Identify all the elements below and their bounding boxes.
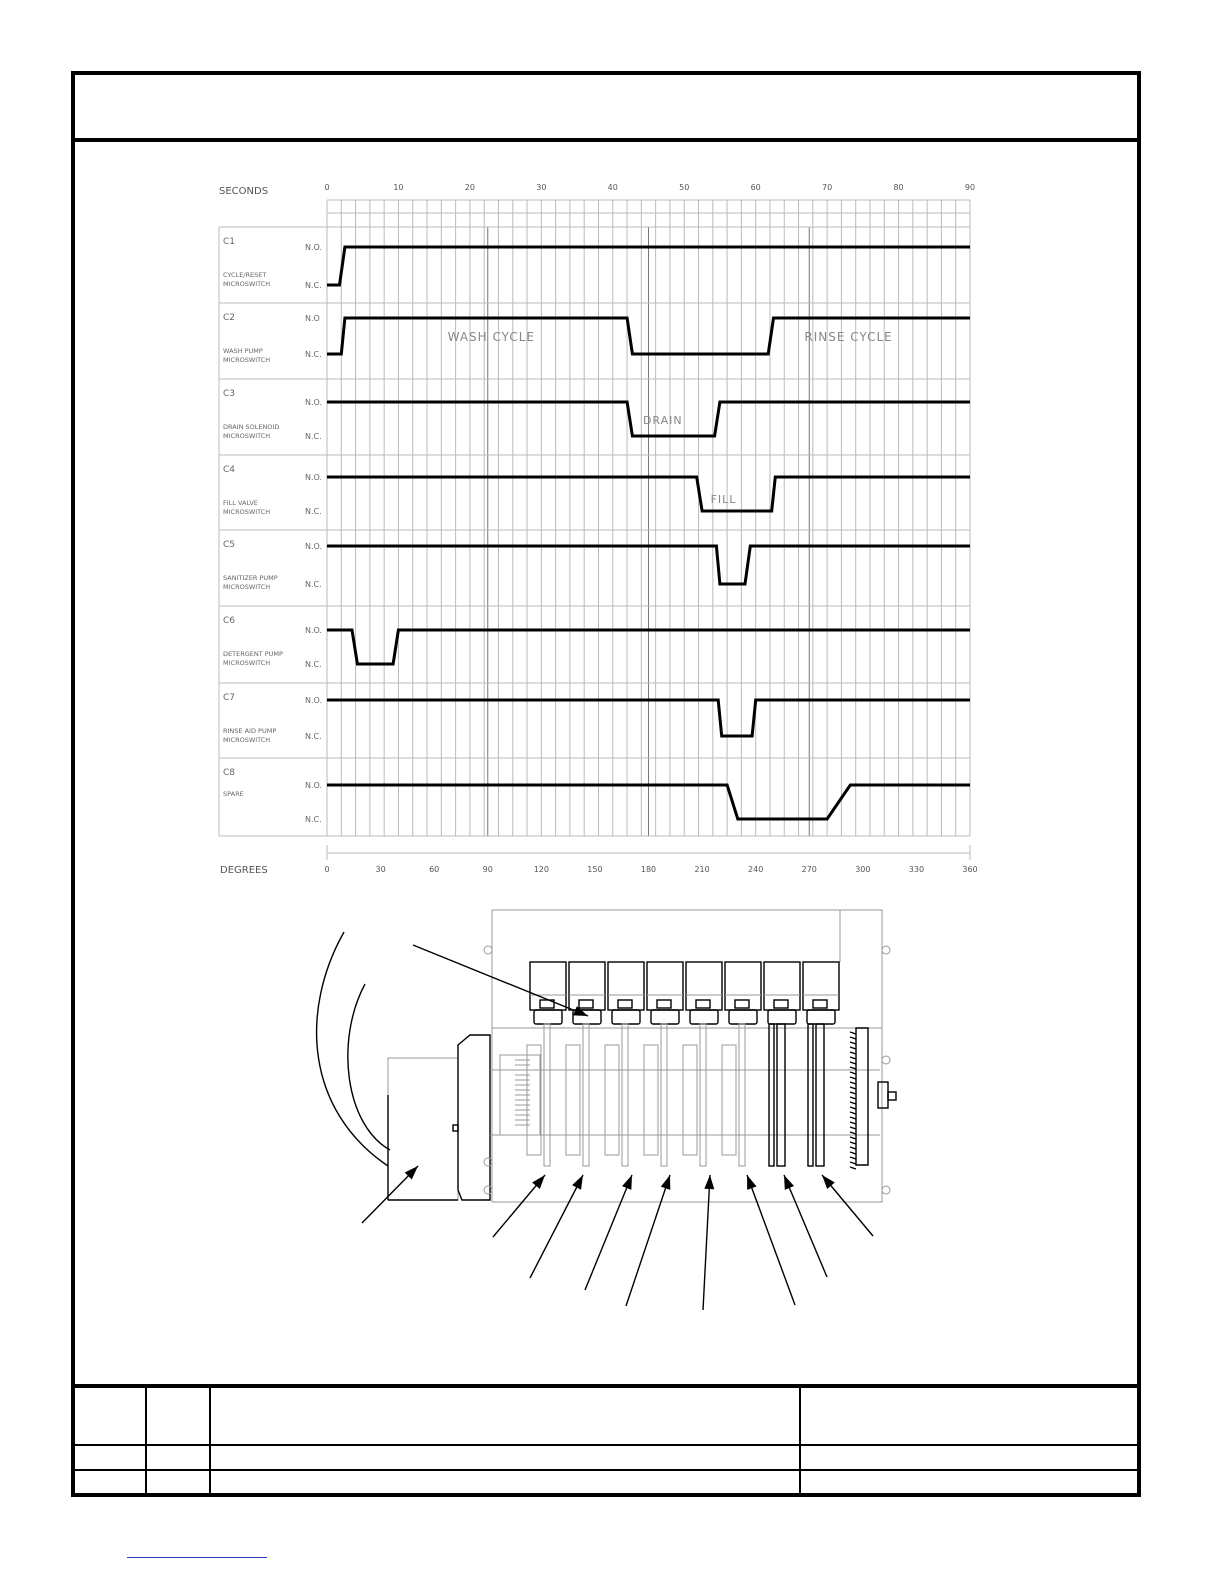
leader-cam-4 <box>626 1175 670 1306</box>
cam-disc <box>661 1024 667 1166</box>
drive-gear-tooth <box>850 1062 856 1064</box>
microswitch-actuator <box>768 1010 796 1024</box>
drive-gear-tooth <box>850 1122 856 1124</box>
row-low-state-label: N.C. <box>305 732 322 741</box>
row-name-line2: MICROSWITCH <box>223 736 271 744</box>
drive-gear-tooth <box>850 1092 856 1094</box>
row-id-label: C2 <box>223 313 236 323</box>
row-name-line1: FILL VALVE <box>223 499 258 507</box>
microswitch-actuator <box>651 1010 679 1024</box>
row-name-line2: MICROSWITCH <box>223 280 271 288</box>
cam-disc <box>700 1024 706 1166</box>
seconds-tick-label: 0 <box>324 183 330 192</box>
degrees-tick-label: 270 <box>801 865 817 874</box>
annotation-wash-cycle: WASH CYCLE <box>447 330 536 344</box>
degrees-tick-label: 120 <box>533 865 549 874</box>
frame-screw <box>882 1186 890 1194</box>
row-low-state-label: N.C. <box>305 281 322 290</box>
microswitch-body <box>647 962 683 1010</box>
row-high-state-label: N.O. <box>305 696 323 705</box>
drive-gear-tooth <box>850 1117 856 1119</box>
cam-disc <box>583 1024 589 1166</box>
degrees-tick-label: 210 <box>694 865 710 874</box>
leader-cam-1-head <box>532 1175 545 1189</box>
motor-tab <box>453 1125 458 1131</box>
seconds-tick-label: 60 <box>750 183 761 192</box>
drive-gear-tooth <box>850 1152 856 1154</box>
frame-screw <box>882 946 890 954</box>
revision-table <box>73 1386 1139 1495</box>
frame-screw <box>484 946 492 954</box>
drive-gear-tooth <box>850 1157 856 1159</box>
row-name-line1: RINSE AID PUMP <box>223 727 277 735</box>
degrees-axis-label: DEGREES <box>220 865 268 876</box>
row-high-state-label: N.O. <box>305 473 323 482</box>
row-high-state-label: N.O. <box>305 626 323 635</box>
row-id-label: C3 <box>223 389 236 399</box>
row-high-state-label: N.O. <box>305 398 323 407</box>
drive-gear-tooth <box>850 1037 856 1039</box>
seconds-tick-label: 80 <box>893 183 904 192</box>
shaft-tip <box>888 1092 896 1100</box>
microswitch-body <box>725 962 761 1010</box>
row-name-line1: SANITIZER PUMP <box>223 574 278 582</box>
degrees-tick-label: 180 <box>640 865 657 874</box>
cam-lobe <box>722 1045 736 1155</box>
row-high-state-label: N.O <box>305 314 320 323</box>
chart-grid <box>219 200 970 860</box>
row-id-label: C1 <box>223 237 236 247</box>
cam-disc-dark <box>777 1024 785 1166</box>
microswitch-body <box>803 962 839 1010</box>
leader-cam-3 <box>585 1175 632 1290</box>
annotation-fill: FILL <box>710 493 737 506</box>
drive-gear-tooth <box>850 1142 856 1144</box>
leader-cam-2-head <box>572 1175 583 1190</box>
microswitch-body <box>608 962 644 1010</box>
cam-lobe <box>683 1045 697 1155</box>
drive-gear-tooth <box>850 1167 856 1169</box>
microswitch-terminal <box>657 1000 671 1008</box>
row-id-label: C8 <box>223 768 236 778</box>
cam-disc <box>739 1024 745 1166</box>
degrees-tick-label: 30 <box>375 865 386 874</box>
microswitch-actuator <box>690 1010 718 1024</box>
microswitch-terminal <box>579 1000 593 1008</box>
seconds-tick-label: 50 <box>679 183 690 192</box>
row-name-line1: DRAIN SOLENOID <box>223 423 280 431</box>
row-low-state-label: N.C. <box>305 580 322 589</box>
row-name-line1: DETERGENT PUMP <box>223 650 283 658</box>
drive-gear-tooth <box>850 1087 856 1089</box>
cam-disc-dark <box>808 1024 813 1166</box>
seconds-tick-label: 30 <box>536 183 547 192</box>
leader-cam-7-head <box>784 1175 794 1190</box>
row-name-line2: MICROSWITCH <box>223 356 271 364</box>
cam-disc-dark <box>769 1024 774 1166</box>
degrees-tick-label: 330 <box>908 865 925 874</box>
microswitch-actuator <box>612 1010 640 1024</box>
seconds-tick-label: 90 <box>964 183 976 192</box>
row-high-state-label: N.O. <box>305 243 323 252</box>
seconds-tick-label: 10 <box>393 183 404 192</box>
motor-flange <box>458 1035 490 1200</box>
row-low-state-label: N.C. <box>305 507 322 516</box>
row-id-label: C5 <box>223 540 236 550</box>
microswitch-terminal <box>618 1000 632 1008</box>
leader-microswitch <box>413 945 588 1016</box>
drive-gear-tooth <box>850 1147 856 1149</box>
cam-disc <box>622 1024 628 1166</box>
leader-cam-6 <box>747 1175 795 1305</box>
cam-disc-dark <box>816 1024 824 1166</box>
leader-cam-5 <box>703 1175 710 1310</box>
seconds-tick-label: 70 <box>822 183 833 192</box>
shaft-end <box>878 1082 888 1108</box>
leader-cam-2 <box>530 1175 583 1278</box>
drive-gear-tooth <box>850 1047 856 1049</box>
row-name-line2: MICROSWITCH <box>223 508 271 516</box>
cam-lobe <box>566 1045 580 1155</box>
drive-gear-tooth <box>850 1162 856 1164</box>
wire-inner <box>348 984 390 1150</box>
leader-cam-5-head <box>704 1175 714 1189</box>
microswitch-body <box>764 962 800 1010</box>
degrees-tick-label: 0 <box>324 865 330 874</box>
row-name-line2: MICROSWITCH <box>223 659 271 667</box>
row-name-line1: SPARE <box>223 790 244 798</box>
drive-gear-tooth <box>850 1107 856 1109</box>
row-low-state-label: N.C. <box>305 350 322 359</box>
degrees-tick-label: 60 <box>429 865 440 874</box>
microswitch-terminal <box>774 1000 788 1008</box>
drive-gear-tooth <box>850 1137 856 1139</box>
microswitch-terminal <box>813 1000 827 1008</box>
drive-gear-tooth <box>850 1072 856 1074</box>
frame-screw <box>484 1186 492 1194</box>
row-name-line2: MICROSWITCH <box>223 432 271 440</box>
degrees-tick-label: 300 <box>855 865 871 874</box>
cam-lobe <box>605 1045 619 1155</box>
row-name-line1: CYCLE/RESET <box>223 271 267 279</box>
drive-gear-tooth <box>850 1112 856 1114</box>
row-high-state-label: N.O. <box>305 781 323 790</box>
frame-screw <box>882 1056 890 1064</box>
frame-screw <box>484 1158 492 1166</box>
row-id-label: C4 <box>223 465 236 475</box>
cam-timer-illustration <box>317 910 896 1310</box>
seconds-tick-label: 40 <box>607 183 618 192</box>
microswitch-actuator <box>534 1010 562 1024</box>
degrees-tick-label: 150 <box>587 865 603 874</box>
microswitch-terminal <box>735 1000 749 1008</box>
drive-gear <box>856 1028 868 1165</box>
degrees-tick-label: 90 <box>482 865 493 874</box>
footer-link-underline[interactable] <box>127 1557 267 1558</box>
microswitch-body <box>686 962 722 1010</box>
row-low-state-label: N.C. <box>305 432 322 441</box>
row-id-label: C6 <box>223 616 236 626</box>
leader-cam-3-head <box>622 1175 632 1190</box>
drive-gear-tooth <box>850 1102 856 1104</box>
microswitch-body <box>569 962 605 1010</box>
row-name-line2: MICROSWITCH <box>223 583 271 591</box>
wire-outer <box>317 932 388 1166</box>
degrees-tick-label: 360 <box>962 865 978 874</box>
row-low-state-label: N.C. <box>305 660 322 669</box>
drive-gear-tooth <box>850 1082 856 1084</box>
drive-gear-tooth <box>850 1032 856 1034</box>
microswitch-body <box>530 962 566 1010</box>
cam-disc <box>544 1024 550 1166</box>
annotation-rinse-cycle: RINSE CYCLE <box>804 330 893 344</box>
drive-gear-tooth <box>850 1097 856 1099</box>
degrees-tick-label: 240 <box>748 865 764 874</box>
seconds-axis-label: SECONDS <box>219 186 269 197</box>
drive-gear-tooth <box>850 1132 856 1134</box>
drive-gear-tooth <box>850 1077 856 1079</box>
axis-ticks <box>324 183 977 874</box>
microswitch-actuator <box>729 1010 757 1024</box>
timer-motor <box>388 1058 458 1200</box>
drive-gear-tooth <box>850 1052 856 1054</box>
row-high-state-label: N.O. <box>305 542 323 551</box>
cam-stack <box>527 1024 824 1166</box>
leader-cam-4-head <box>661 1175 670 1190</box>
drive-gear-tooth <box>850 1042 856 1044</box>
microswitch-terminal <box>696 1000 710 1008</box>
row-id-label: C7 <box>223 693 236 703</box>
drive-gear-tooth <box>850 1127 856 1129</box>
drive-gear-tooth <box>850 1067 856 1069</box>
timing-chart <box>219 183 978 876</box>
leader-cam-7 <box>784 1175 827 1277</box>
row-low-state-label: N.C. <box>305 815 322 824</box>
drive-gear-tooth <box>850 1057 856 1059</box>
row-name-line1: WASH PUMP <box>223 347 263 355</box>
seconds-tick-label: 20 <box>464 183 475 192</box>
microswitch-actuator <box>807 1010 835 1024</box>
cam-lobe <box>644 1045 658 1155</box>
leader-cam-8-head <box>822 1175 835 1189</box>
annotation-drain: DRAIN <box>642 414 683 427</box>
leader-cam-6-head <box>747 1175 757 1190</box>
